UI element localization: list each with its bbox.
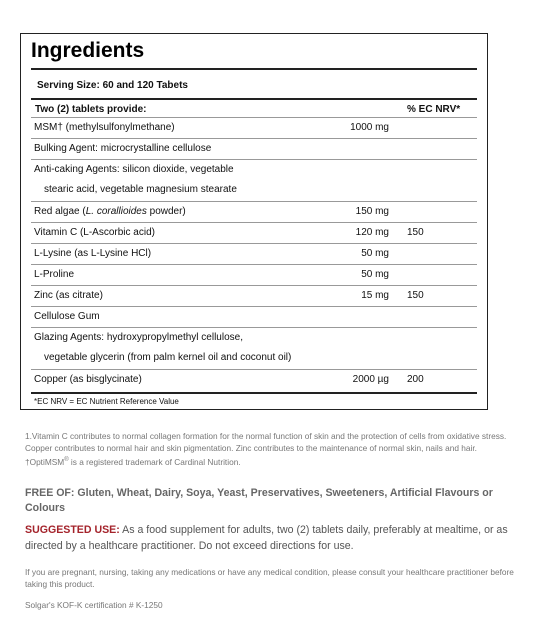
ingredient-amount: 120 mg bbox=[355, 227, 389, 238]
table-row bbox=[31, 180, 477, 201]
ingredient-amount: 150 mg bbox=[355, 206, 389, 217]
table-row bbox=[31, 117, 477, 139]
pregnancy-warning: If you are pregnant, nursing, taking any medications or have any medical condition, please consult your healthcare practitioner before taking this product. bbox=[25, 567, 514, 589]
table-row bbox=[31, 306, 477, 328]
table-row bbox=[31, 159, 477, 181]
ingredient-nrv: 200 bbox=[407, 374, 424, 385]
ingredient-name: MSM† (methylsulfonylmethane) bbox=[34, 122, 175, 133]
header-amount-label: Two (2) tablets provide: bbox=[35, 104, 147, 115]
suggested-use-label: SUGGESTED USE: bbox=[25, 524, 120, 536]
ingredient-name: Red algae (L. corallioides powder) bbox=[34, 206, 186, 217]
ingredients-panel bbox=[20, 33, 488, 410]
ingredient-name: Vitamin C (L-Ascorbic acid) bbox=[34, 227, 155, 238]
ingredient-name: Glazing Agents: hydroxypropylmethyl cellulose, bbox=[34, 332, 243, 343]
table-row bbox=[31, 348, 477, 369]
nrv-footnote: *EC NRV = EC Nutrient Reference Value bbox=[34, 397, 179, 406]
kosher-certification: Solgar's KOF-K certification # K-1250 bbox=[25, 600, 163, 610]
ingredient-nrv: 150 bbox=[407, 290, 424, 301]
table-row bbox=[31, 369, 477, 391]
ingredient-name: L-Proline bbox=[34, 269, 75, 280]
ingredient-amount: 50 mg bbox=[361, 269, 389, 280]
ingredient-name: Cellulose Gum bbox=[34, 311, 100, 322]
table-row bbox=[31, 222, 477, 244]
serving-divider bbox=[31, 98, 477, 100]
header-nrv-label: % EC NRV* bbox=[407, 104, 461, 115]
table-row bbox=[31, 264, 477, 286]
table-row bbox=[31, 243, 477, 265]
ingredient-amount: 50 mg bbox=[361, 248, 389, 259]
ingredient-name: L-Lysine (as L-Lysine HCl) bbox=[34, 248, 152, 259]
ingredient-name: vegetable glycerin (from palm kernel oil and coconut oil) bbox=[44, 352, 292, 363]
footnote-divider bbox=[31, 392, 477, 394]
serving-size: Serving Size: 60 and 120 Tabets bbox=[37, 80, 188, 91]
ingredient-nrv: 150 bbox=[407, 227, 424, 238]
health-claims-note: 1.Vitamin C contributes to normal collagen formation for the normal function of skin and the protection of cells from oxidative stress. Copper contributes to normal hair and skin pigmentation. Zinc contributes to the maintenance of normal skin, nails and hair. †OptiMSM® is a registered trademark of Cardinal Nutrition. bbox=[25, 431, 507, 467]
ingredient-name: Zinc (as citrate) bbox=[34, 290, 103, 301]
free-of-statement: FREE OF: Gluten, Wheat, Dairy, Soya, Yeast, Preservatives, Sweeteners, Artificial Flavours or Colours bbox=[25, 487, 493, 514]
table-row bbox=[31, 201, 477, 223]
suggested-use-text: As a food supplement for adults, two (2) tablets daily, preferably at mealtime, or as directed by a healthcare practitioner. Do not exceed directions for use. bbox=[25, 524, 508, 552]
ingredient-amount: 1000 mg bbox=[350, 122, 389, 133]
ingredient-amount: 15 mg bbox=[361, 290, 389, 301]
ingredient-name: Anti-caking Agents: silicon dioxide, vegetable bbox=[34, 164, 234, 175]
panel-title: Ingredients bbox=[31, 39, 145, 62]
ingredient-name: Copper (as bisglycinate) bbox=[34, 374, 142, 385]
ingredient-name: Bulking Agent: microcrystalline cellulose bbox=[34, 143, 212, 154]
ingredient-name: stearic acid, vegetable magnesium stearate bbox=[44, 184, 237, 195]
table-row bbox=[31, 138, 477, 160]
suggested-use bbox=[25, 522, 525, 554]
table-row bbox=[31, 327, 477, 349]
ingredient-amount: 2000 µg bbox=[352, 374, 389, 385]
table-row bbox=[31, 285, 477, 307]
title-divider bbox=[31, 68, 477, 70]
